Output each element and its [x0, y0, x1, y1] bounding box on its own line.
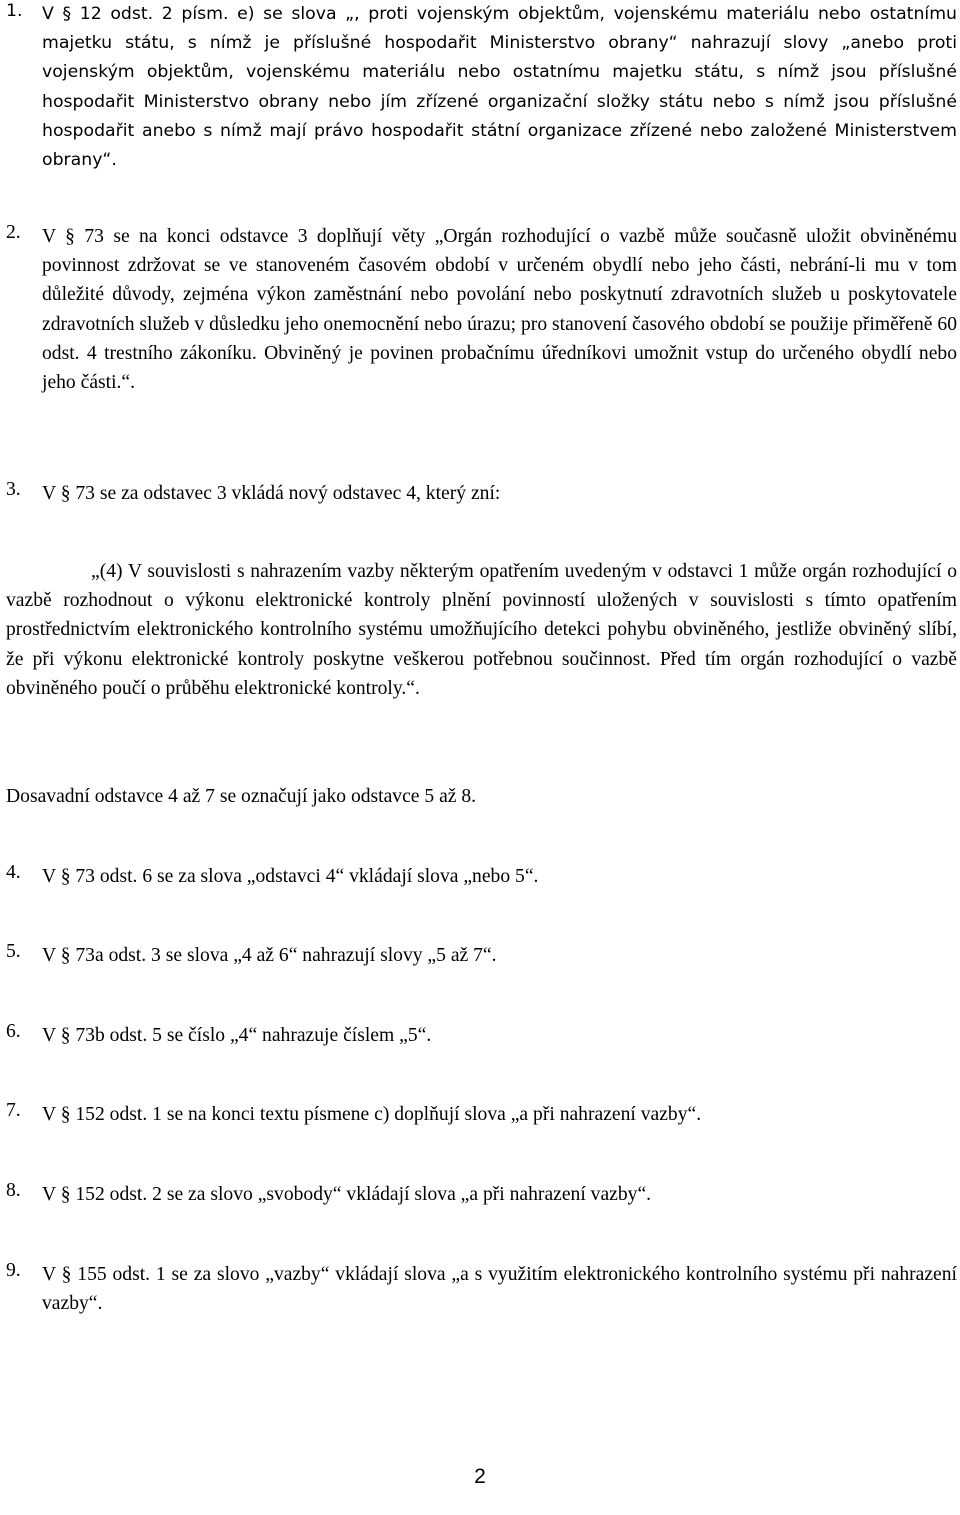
- amendment-item-3: [0, 479, 960, 509]
- amendment-item-8: [0, 1180, 960, 1210]
- amendment-item-4: [0, 862, 960, 892]
- item-number: 9.: [6, 1260, 21, 1281]
- item-text: V § 12 odst. 2 písm. e) se slova „, proti vojenským objektům, vojenskému materiálu nebo ostatnímu majetku státu, s nímž je příslušné hospodařit Ministerstvo obrany“ nahrazují slovy „anebo proti vojenským objektům, vojenskému materiálu nebo ostatnímu majetku státu, s nímž jsou příslušné hospodařit Ministerstvo obrany nebo jím zřízené organizační složky státu nebo s nímž jsou příslušné hospodařit anebo s nímž mají právo hospodařit státní organizace zřízené nebo založené Ministerstvem obrany“.: [42, 4, 957, 171]
- item-number: 3.: [6, 479, 21, 500]
- item-text: V § 73 se za odstavec 3 vkládá nový odstavec 4, který zní:: [42, 483, 501, 504]
- item-text: V § 152 odst. 1 se na konci textu písmene c) doplňují slova „a při nahrazení vazby“.: [42, 1104, 702, 1125]
- item-number: 8.: [6, 1180, 21, 1201]
- amendment-item-2: [0, 222, 960, 462]
- item-text: V § 73 odst. 6 se za slova „odstavci 4“ vkládají slova „nebo 5“.: [42, 866, 539, 887]
- item-text: V § 152 odst. 2 se za slovo „svobody“ vkládají slova „a při nahrazení vazby“.: [42, 1184, 652, 1205]
- item-number: 2.: [6, 222, 21, 243]
- amendment-item-7: [0, 1100, 960, 1130]
- item-number: 6.: [6, 1021, 21, 1042]
- item-text: V § 155 odst. 1 se za slovo „vazby“ vkládají slova „a s využitím elektronického kontrolního systému při nahrazení vazby“.: [42, 1264, 957, 1315]
- item-number: 5.: [6, 941, 21, 962]
- item-number: 7.: [6, 1100, 21, 1121]
- amendment-item-5: [0, 941, 960, 971]
- renumbering-paragraph: Dosavadní odstavce 4 až 7 se označují jako odstavce 5 až 8.: [6, 786, 477, 807]
- item-text: V § 73 se na konci odstavce 3 doplňují věty „Orgán rozhodující o vazbě může současně uložit obviněnému povinnost zdržovat se ve stanoveném časovém období v určeném obydlí nebo jeho části, nebrání-li mu v tom důležité důvody, zejména výkon zaměstnání nebo povolání nebo poskytnutí zdravotních služeb u poskytovatele zdravotních služeb v důsledku jeho onemocnění nebo úrazu; pro stanovení časového období se použije přiměřeně 60 odst. 4 trestního zákoníku. Obviněný je povinen probačnímu úředníkovi umožnit vstup do určeného obydlí nebo jeho části.“.: [42, 226, 957, 394]
- page-number: 2: [474, 1465, 486, 1488]
- item-number: 4.: [6, 862, 21, 883]
- item-number: 1.: [6, 1, 23, 21]
- amendment-item-6: [0, 1021, 960, 1051]
- item-text: V § 73b odst. 5 se číslo „4“ nahrazuje číslem „5“.: [42, 1025, 432, 1046]
- amendment-item-9: [0, 1260, 960, 1320]
- item-text: V § 73a odst. 3 se slova „4 až 6“ nahrazují slovy „5 až 7“.: [42, 945, 497, 966]
- amendment-item-1: [0, 0, 960, 180]
- quoted-new-paragraph: „(4) V souvislosti s nahrazením vazby některým opatřením uvedeným v odstavci 1 může orgán rozhodující o vazbě rozhodnout o výkonu elektronické kontroly plnění povinností uložených v souvislosti s tímto opatřením prostřednictvím elektronického kontrolního systému umožňujícího detekci pohybu obviněného, jestliže obviněný slíbí, že při výkonu elektronické kontroly poskytne veškerou potřebnou součinnost. Před tím orgán rozhodující o vazbě obviněného poučí o průběhu elektronické kontroly.“.: [6, 561, 957, 699]
